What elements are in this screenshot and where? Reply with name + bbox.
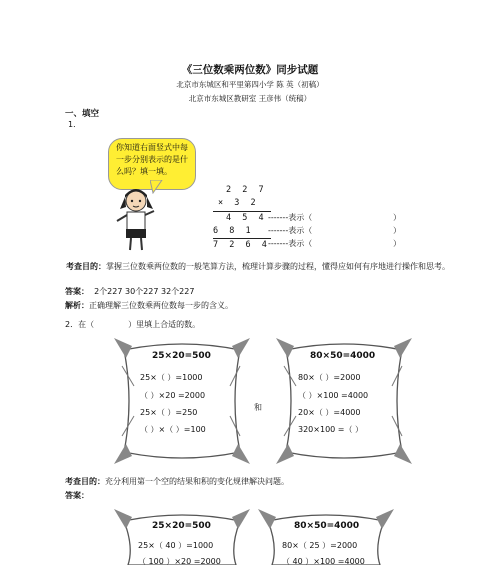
- q1-analysis: [65, 300, 233, 312]
- page-title: 《三位数乘两位数》同步试题: [181, 64, 319, 76]
- frame-right-line-1: 80×（ ）=2000: [298, 373, 361, 382]
- question-1-number: 1．: [68, 120, 82, 129]
- frame-left-line-4: （ ）×（ ）=100: [140, 425, 206, 434]
- calc-partial-1: 4 5 4: [226, 213, 267, 223]
- calc-rule-1: [213, 211, 271, 212]
- answer-frame-left-line-1: 25×（ 40 ）=1000: [138, 541, 214, 550]
- q2-answer-label: 答案：: [65, 491, 89, 500]
- q1-answer: [65, 286, 194, 298]
- calc-note-1: -------表示（: [268, 213, 313, 222]
- author-line-2: 北京市东城区教研室 王彦伟（统稿）: [188, 94, 312, 103]
- q1-analysis-label: 解析：: [65, 301, 89, 310]
- q2-focus: [65, 476, 289, 488]
- calc-multiplicand: 2 2 7: [226, 185, 267, 195]
- calc-note-3-close: ）: [393, 239, 401, 248]
- calc-multiplier: × 3 2: [218, 198, 259, 208]
- q2-prompt-end: ）里填上合适的数。: [128, 320, 201, 329]
- q1-focus-text: 掌握三位数乘两位数的一般笔算方法，梳理计算步骤的过程，懂得应如何有序地进行操作和思考。: [106, 262, 450, 271]
- calc-note-2-close: ）: [393, 226, 401, 235]
- frame-right-heading: 80×50=4000: [310, 351, 376, 361]
- answer-frame-right-line-2: （ 40 ）×100 =4000: [282, 557, 365, 566]
- calc-note-1-close: ）: [393, 213, 401, 222]
- answer-frame-left-line-2: （ 100 ）×20 =2000: [138, 557, 221, 566]
- q2-prompt-start: 2．在（: [65, 320, 95, 329]
- author-line-1: 北京市东城区和平里第四小学 陈 英（初稿）: [176, 80, 324, 89]
- calc-rule-2: [213, 238, 271, 239]
- frame-left-line-1: 25×（ ）=1000: [140, 373, 203, 382]
- section-heading-fill: 一、填空: [65, 109, 100, 119]
- q2-answer: [65, 490, 89, 502]
- frame-right-line-3: 20×（ ）=4000: [298, 408, 361, 417]
- frame-left-line-3: 25×（ ）=250: [140, 408, 198, 417]
- frame-connector: 和: [254, 403, 262, 412]
- q2-focus-label: 考查目的：: [65, 477, 105, 486]
- bubble-text: 你知道右面竖式中每一步分别表示的是什么吗？填一填。: [116, 143, 188, 176]
- frame-right-line-2: （ ）×100 =4000: [298, 391, 369, 400]
- answer-frame-right-heading: 80×50=4000: [294, 521, 360, 531]
- answer-frame-left-heading: 25×20=500: [152, 521, 211, 531]
- cartoon-girl-icon: [112, 185, 162, 253]
- q1-answer-text: 2个227 30个227 32个227: [94, 287, 195, 296]
- calc-partial-2: 6 8 1: [213, 226, 254, 236]
- q1-answer-label: 答案：: [65, 287, 89, 296]
- q1-focus: [48, 261, 458, 273]
- frame-left-heading: 25×20=500: [152, 351, 211, 361]
- q1-analysis-text: 正确理解三位数乘两位数每一步的含义。: [89, 301, 233, 310]
- q2-prompt: [65, 319, 200, 331]
- calc-product: 7 2 6 4: [213, 240, 270, 250]
- calc-note-2: -------表示（: [268, 226, 313, 235]
- calc-note-3: -------表示（: [268, 239, 313, 248]
- q2-focus-text: 充分利用第一个空的结果和积的变化规律解决问题。: [105, 477, 289, 486]
- answer-frame-right-line-1: 80×（ 25 ）=2000: [282, 541, 358, 550]
- frame-right-line-4: 320×100 =（ ）: [298, 425, 364, 434]
- frame-left-line-2: （ ）×20 =2000: [140, 391, 206, 400]
- q1-focus-label: 考查目的：: [66, 262, 106, 271]
